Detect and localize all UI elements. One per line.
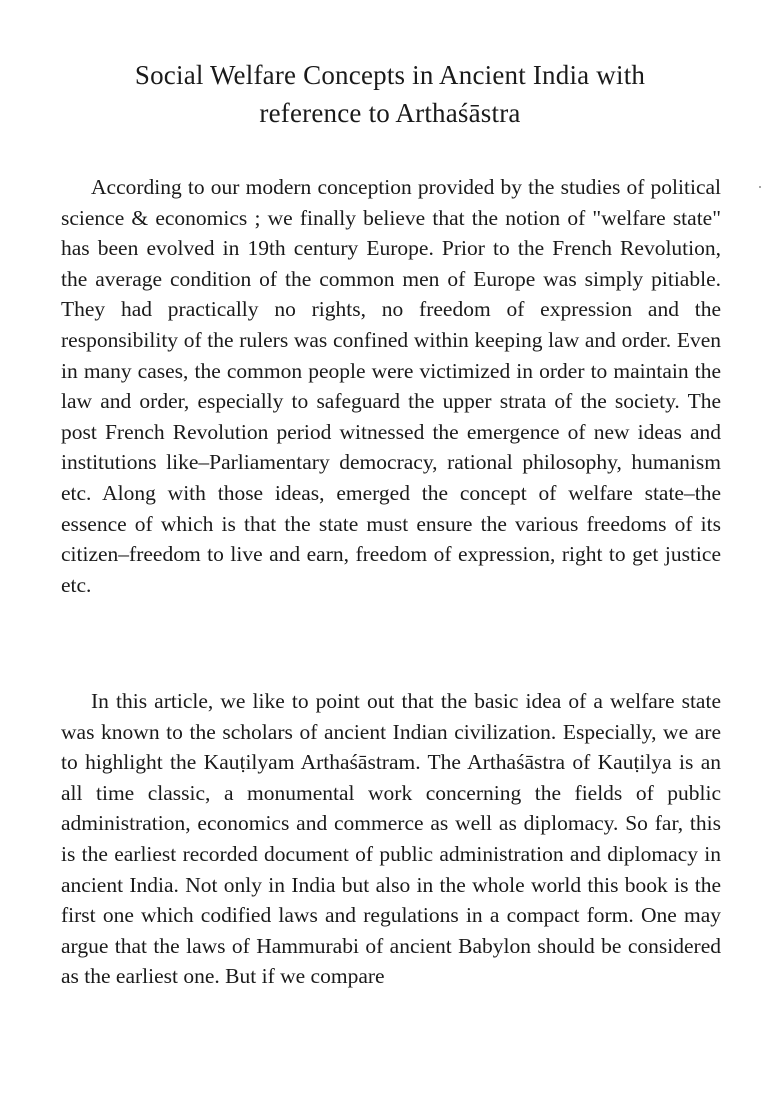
paragraph-2: In this article, we like to point out that the basic idea of a welfare state was known to the scholars of ancient Indian civilization. Especially, we are to highlight the Kauṭilyam Arthaśāstram. The Arthaśāstra of Kauṭilya is an all time classic, a monumental work concerning the fields of public administration, economics and commerce as well as diplomacy. So far, this is the earliest recorded document of public administration and diplomacy in ancient India. Not only in India but also in the whole world this book is the first one which codified laws and regulations in a compact form. One may argue that the laws of Hammurabi of ancient Babylon should be considered as the earliest one. But if we compare	[61, 689, 721, 989]
paragraph-1: According to our modern conception provided by the studies of political science & economics ; we finally believe that the notion of "welfare state" has been evolved in 19th century Europe. Prior to the French Revolution, the average condition of the common men of Europe was simply pitiable. They had practically no rights, no freedom of expression and the responsibility of the rulers was confined within keeping law and order. Even in many cases, the common people were victimized in order to maintain the law and order, especially to safeguard the upper strata of the society. The post French Revolution period witnessed the emergence of new ideas and institutions like–Parliamentary democracy, rational philosophy, humanism etc. Along with those ideas, emerged the concept of welfare state–the essence of which is that the state must ensure the various freedoms of its citizen–freedom to live and earn, freedom of expression, right to get justice etc.	[61, 175, 721, 597]
title-line-2: reference to Arthaśāstra	[259, 98, 521, 128]
scan-speck	[759, 186, 761, 188]
page-title	[40, 56, 740, 132]
title-line-1: Social Welfare Concepts in Ancient India with	[134, 60, 646, 90]
